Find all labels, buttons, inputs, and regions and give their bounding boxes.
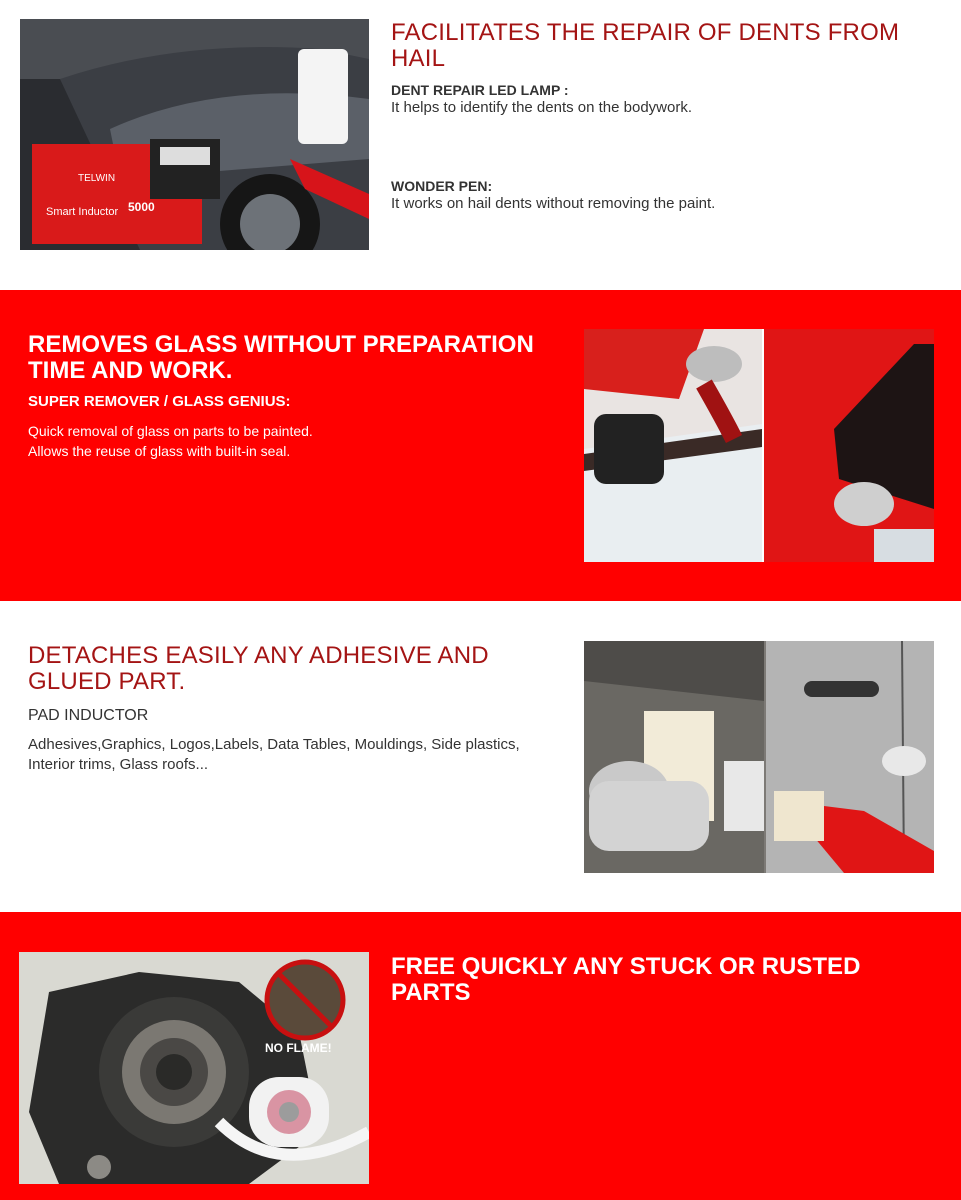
rusted-parts-photo <box>19 952 369 1184</box>
no-flame-label: NO FLAME! <box>265 1041 332 1055</box>
text-line-2: Allows the reuse of glass with built-in seal. <box>28 443 291 459</box>
item-heading-wonder-pen: WONDER PEN: <box>391 178 493 194</box>
section-title <box>391 954 931 1006</box>
item-text-led-lamp: It helps to identify the dents on the bodywork. <box>391 99 693 116</box>
section-glass-remover <box>0 290 961 601</box>
title-line-1: DETACHES EASILY ANY ADHESIVE AND <box>28 642 489 669</box>
section-subtitle: SUPER REMOVER / GLASS GENIUS: <box>28 393 291 410</box>
section-rusted-parts <box>0 912 961 1200</box>
machine-number-text: 5000 <box>128 200 155 214</box>
item-heading-led-lamp: DENT REPAIR LED LAMP : <box>391 82 569 98</box>
pad-inductor-photo <box>584 641 934 873</box>
text-line-1: Quick removal of glass on parts to be painted. <box>28 423 313 439</box>
title-line-1: REMOVES GLASS WITHOUT PREPARATION <box>28 331 534 358</box>
dent-repair-photo <box>20 19 369 250</box>
section-text: Adhesives,Graphics, Logos,Labels, Data Tables, Mouldings, Side plastics, Interior trims, Glass roofs... <box>28 736 520 773</box>
section-title <box>28 332 568 384</box>
title-line-2: TIME AND WORK. <box>28 357 233 384</box>
item-text-wonder-pen: It works on hail dents without removing the paint. <box>391 195 716 212</box>
title-line-1: FREE QUICKLY ANY STUCK OR RUSTED <box>391 953 861 980</box>
section-subtitle: PAD INDUCTOR <box>28 707 149 724</box>
section-dent-repair <box>0 0 961 290</box>
section-title: FACILITATES THE REPAIR OF DENTS FROM HAIL <box>391 19 900 72</box>
machine-brand-text: TELWIN <box>78 173 116 184</box>
title-line-2: GLUED PART. <box>28 668 186 695</box>
machine-model-text: Smart Inductor <box>46 206 119 218</box>
glass-remover-photo <box>584 329 934 562</box>
section-pad-inductor <box>0 601 961 912</box>
title-line-2: PARTS <box>391 979 471 1006</box>
section-title <box>28 643 568 695</box>
